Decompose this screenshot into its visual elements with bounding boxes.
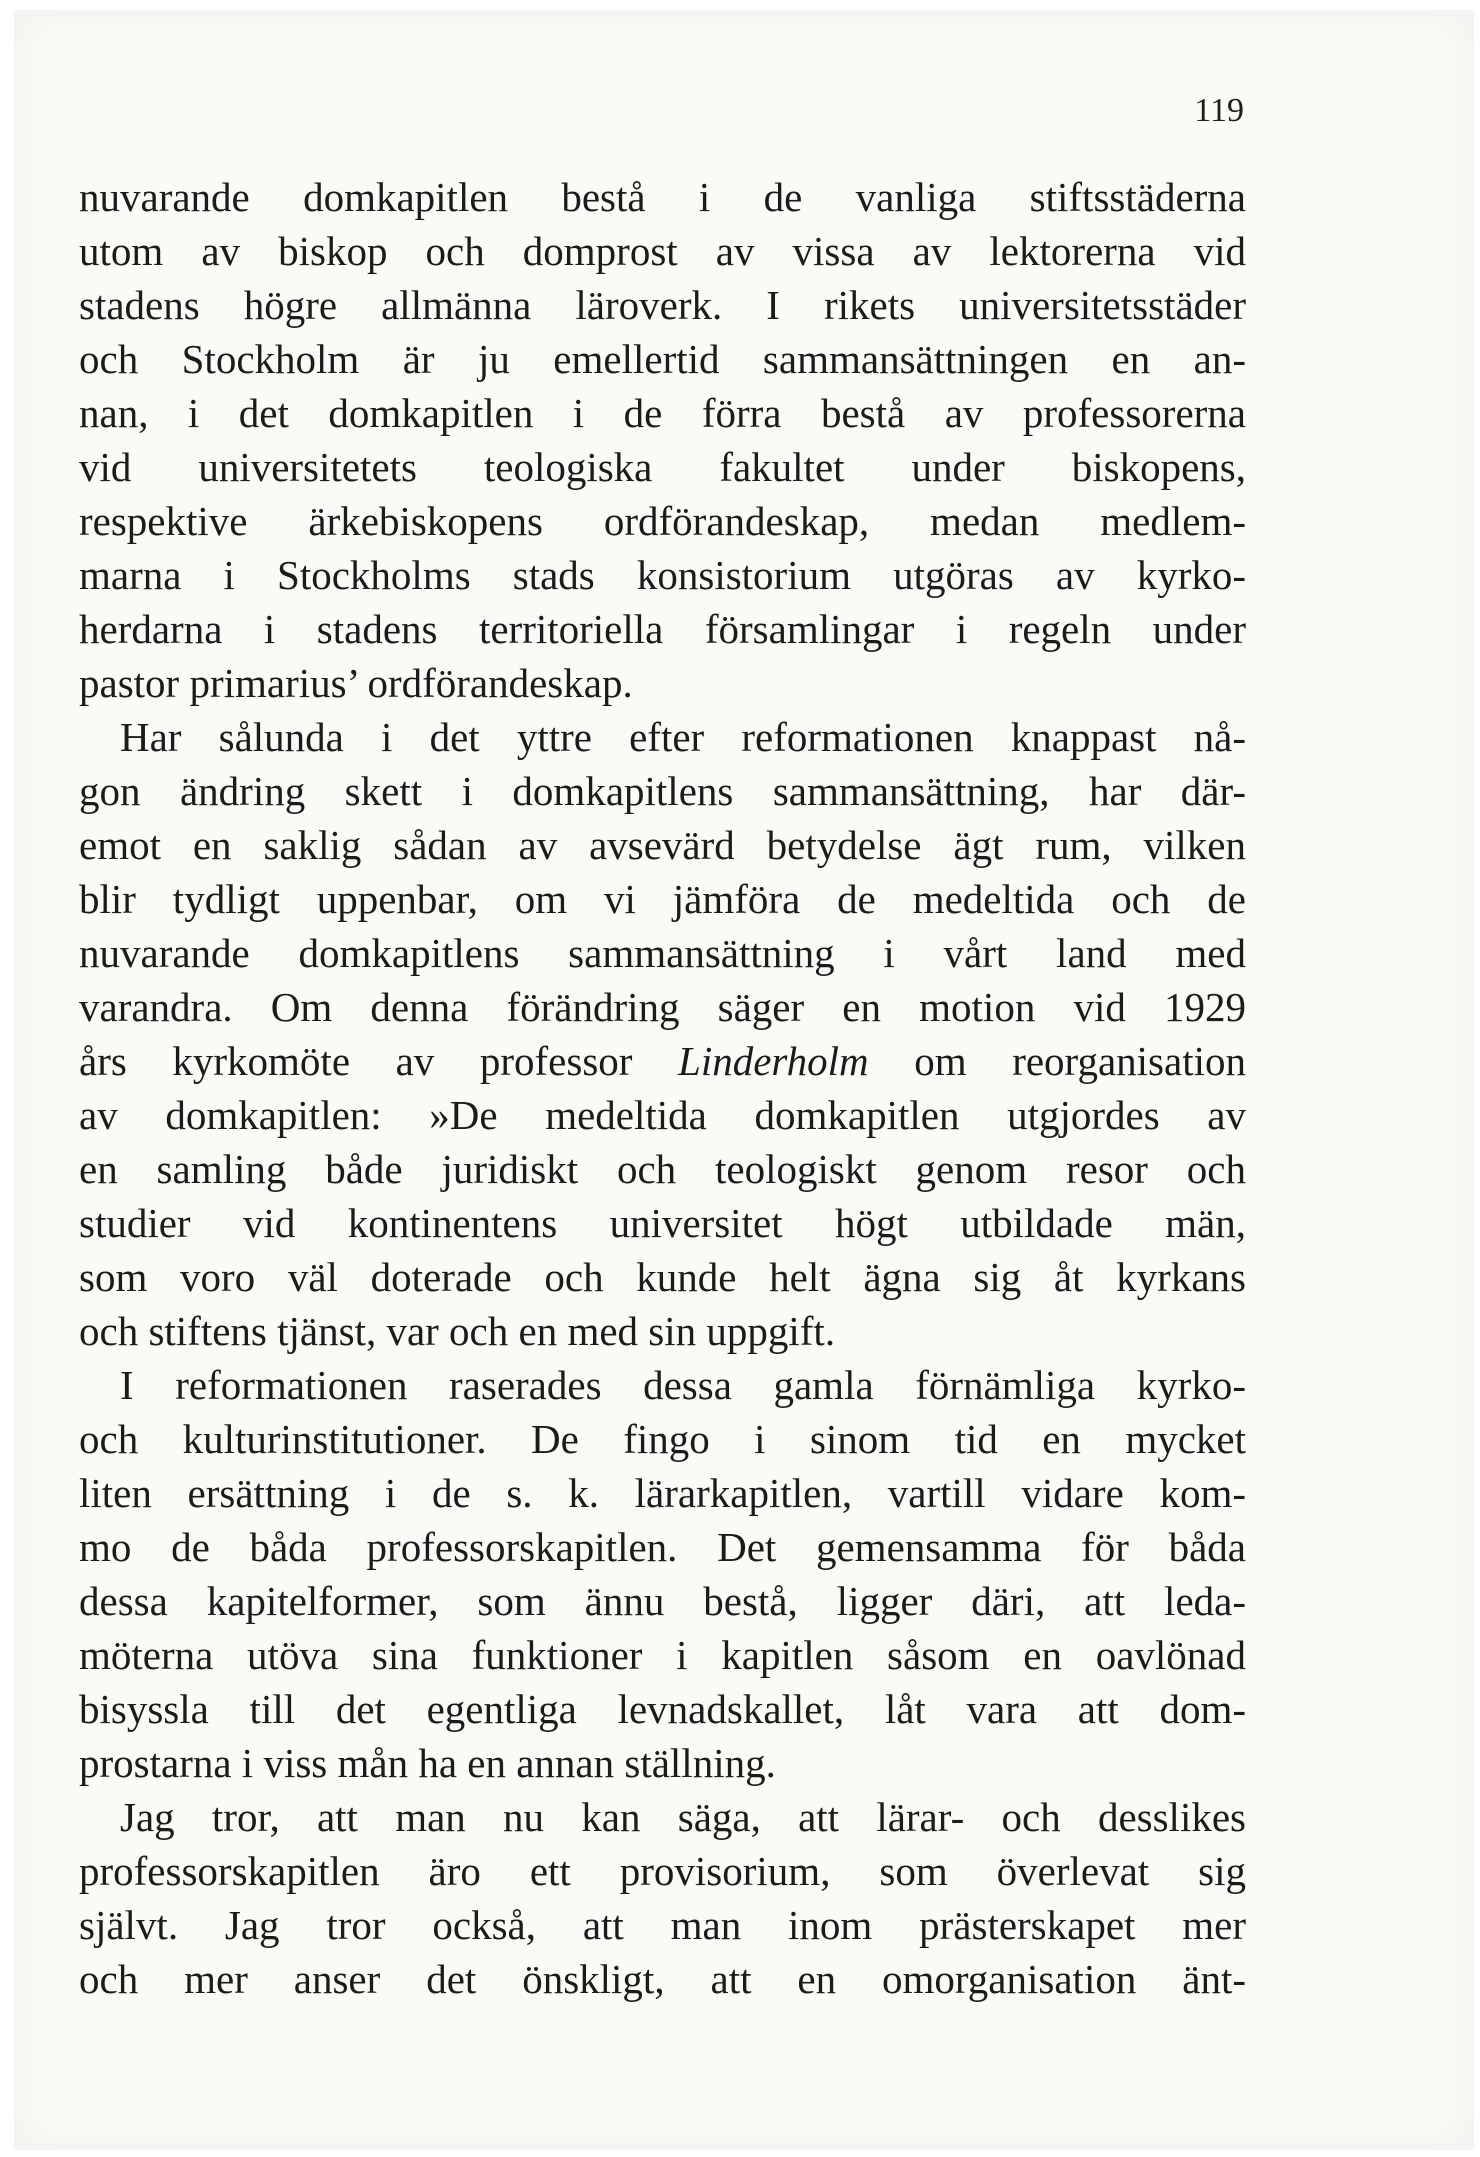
text-line: Jag tror, att man nu kan säga, att lärar- och desslikes [120,1794,1246,1840]
text-line: emot en saklig sådan av avsevärd betydelse ägt rum, vilken [79,822,1246,868]
text-line: respektive ärkebiskopens ordförandeskap, medan medlem- [79,498,1246,544]
text-line: självt. Jag tror också, att man inom prästerskapet mer [79,1902,1246,1948]
text-line: bisyssla till det egentliga levnadskallet, låt vara att dom- [79,1686,1246,1732]
text-line: Har sålunda i det yttre efter reformationen knappast nå- [120,714,1246,760]
text-line: av domkapitlen: »De medeltida domkapitlen utgjordes av [79,1092,1246,1138]
text-line: gon ändring skett i domkapitlens sammansättning, har där- [79,768,1246,814]
body-text [79,170,1246,2006]
text-line: dessa kapitelformer, som ännu bestå, ligger däri, att leda- [79,1578,1246,1624]
text-line: liten ersättning i de s. k. lärarkapitlen, vartill vidare kom- [79,1470,1246,1516]
text-line: och mer anser det önskligt, att en omorganisation änt- [79,1956,1246,2002]
text-line: möterna utöva sina funktioner i kapitlen såsom en oavlönad [79,1632,1246,1678]
text-line: pastor primarius’ ordförandeskap. [79,660,633,706]
text-line: nuvarande domkapitlen bestå i de vanliga stiftsstäderna [79,174,1246,220]
text-line: professorskapitlen äro ett provisorium, som överlevat sig [79,1848,1246,1894]
text-line: och kulturinstitutioner. De fingo i sinom tid en mycket [79,1416,1246,1462]
text-line: vid universitetets teologiska fakultet under biskopens, [79,444,1246,490]
book-page [14,10,1474,2150]
text-line: marna i Stockholms stads konsistorium utgöras av kyrko- [79,552,1246,598]
text-line: utom av biskop och domprost av vissa av lektorerna vid [79,228,1246,274]
italic-name: Linderholm [678,1038,869,1084]
text-line: studier vid kontinentens universitet högt utbildade män, [79,1200,1246,1246]
text-line: prostarna i viss mån ha en annan ställning. [79,1740,776,1786]
text-line: nuvarande domkapitlens sammansättning i vårt land med [79,930,1246,976]
text-line: mo de båda professorskapitlen. Det gemensamma för båda [79,1524,1246,1570]
text-line: och stiftens tjänst, var och en med sin uppgift. [79,1308,836,1354]
text-line: herdarna i stadens territoriella församlingar i regeln under [79,606,1246,652]
text-line: stadens högre allmänna läroverk. I rikets universitetsstäder [79,282,1246,328]
text-line: års kyrkomöte av professor Linderholm om reorganisation [79,1038,1246,1084]
text-line: nan, i det domkapitlen i de förra bestå av professorerna [79,390,1246,436]
text-line: I reformationen raserades dessa gamla förnämliga kyrko- [120,1362,1246,1408]
text-line: en samling både juridiskt och teologiskt genom resor och [79,1146,1246,1192]
text-line: varandra. Om denna förändring säger en motion vid 1929 [79,984,1246,1030]
text-line: som voro väl doterade och kunde helt ägna sig åt kyrkans [79,1254,1246,1300]
text-line: blir tydligt uppenbar, om vi jämföra de medeltida och de [79,876,1246,922]
text-line: och Stockholm är ju emellertid sammansättningen en an- [79,336,1246,382]
page-number: 119 [1194,92,1244,129]
